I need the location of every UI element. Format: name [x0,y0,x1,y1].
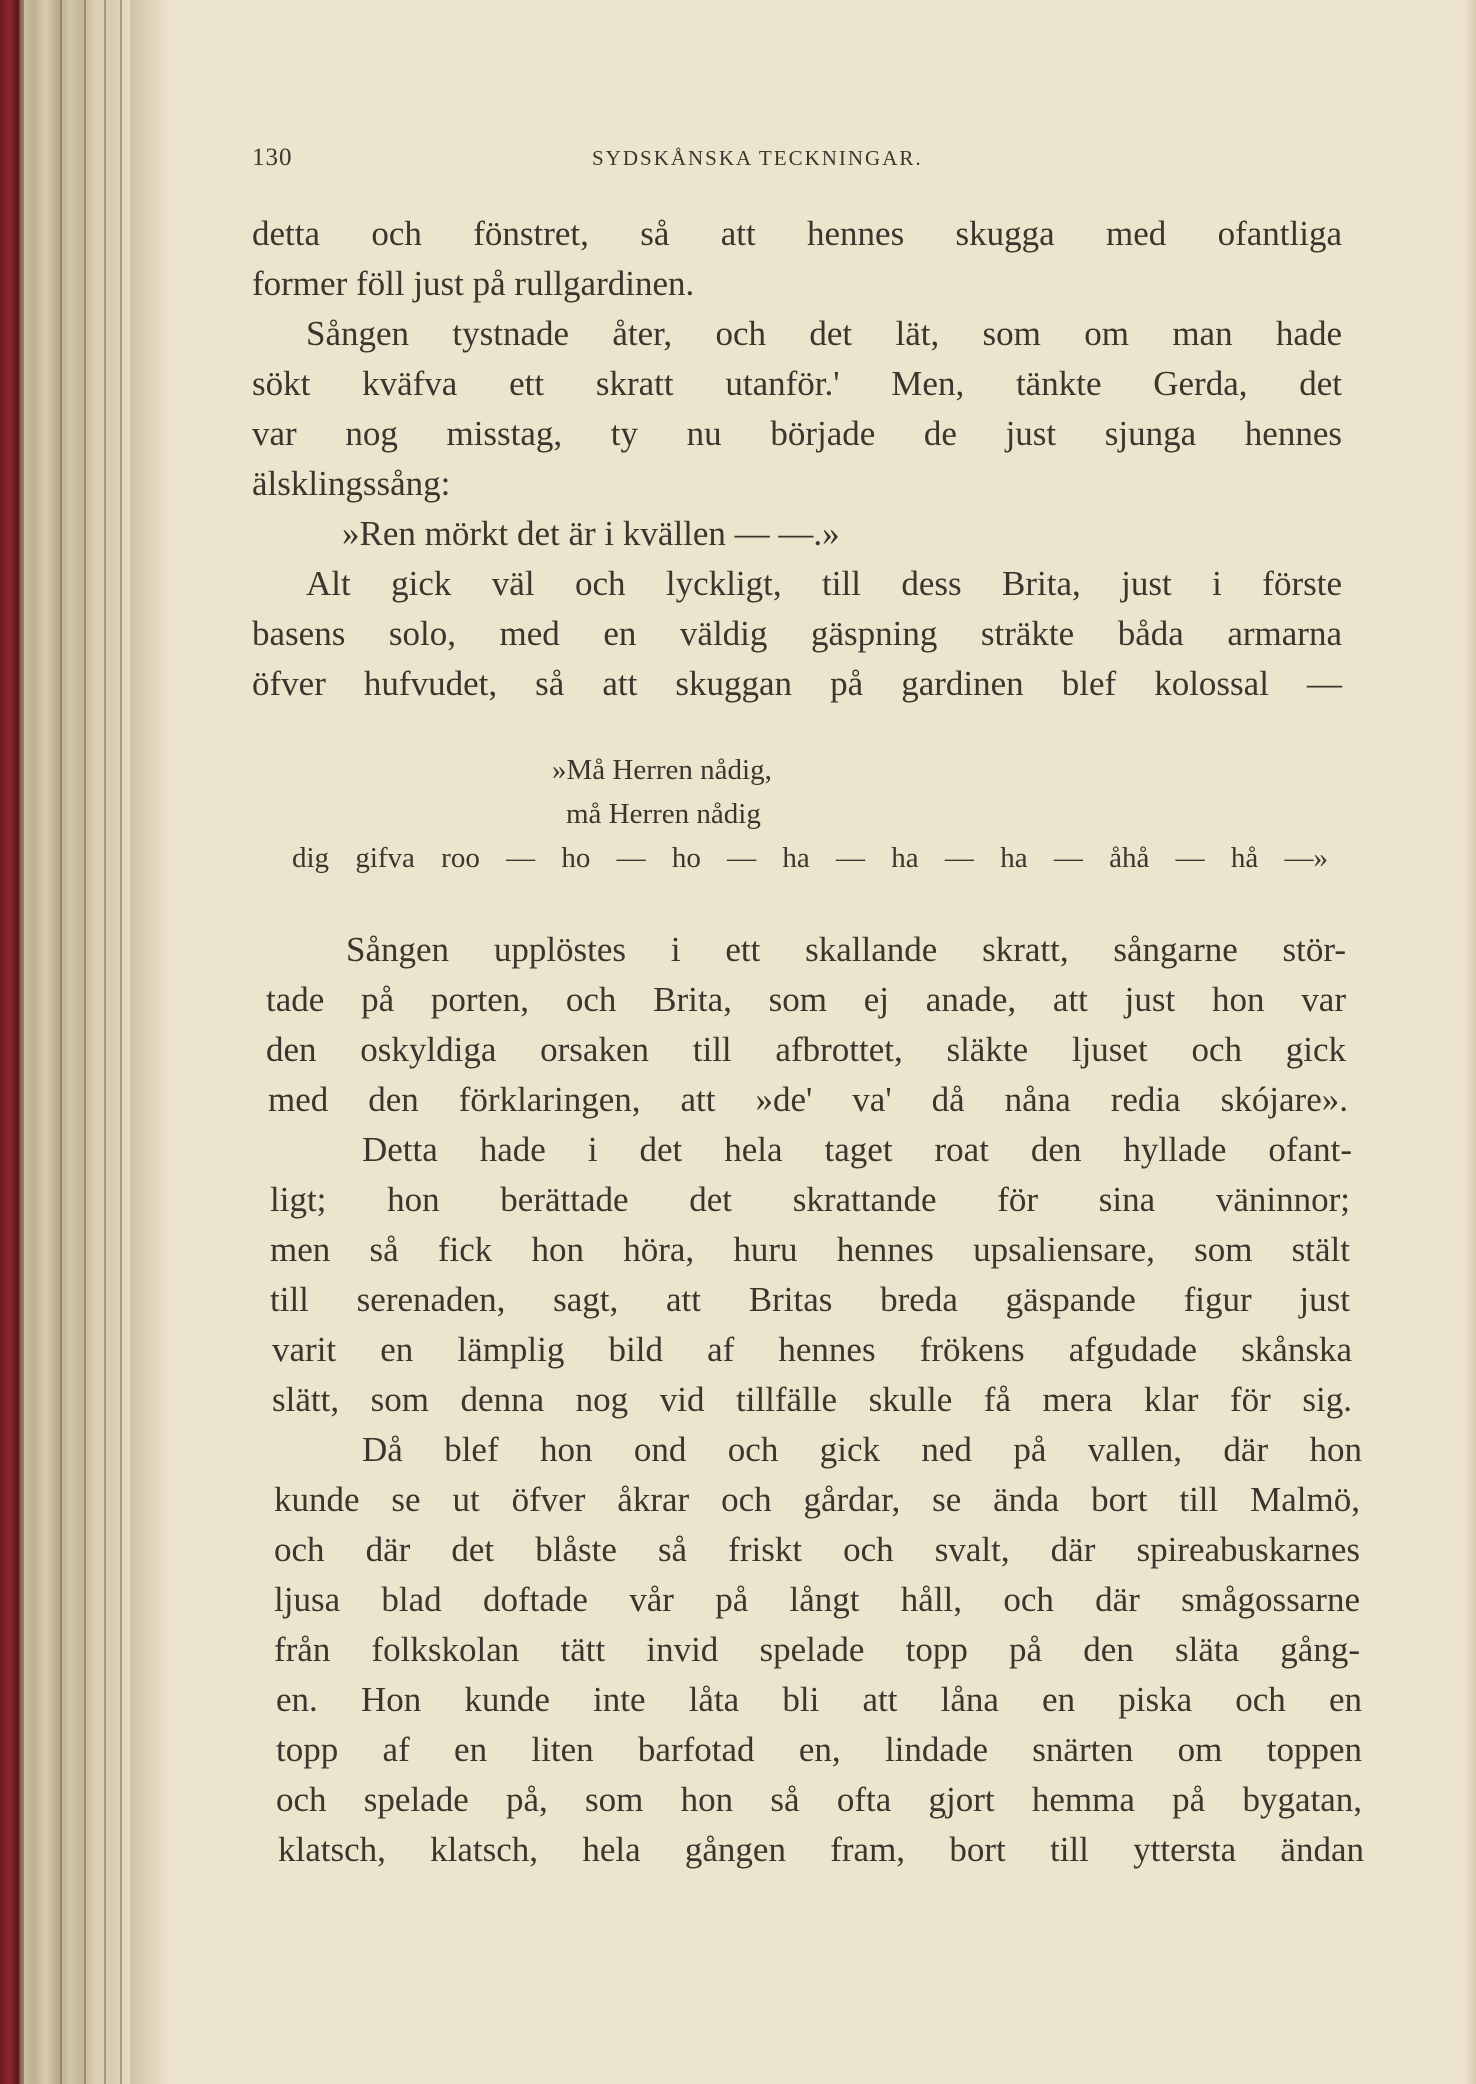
text-line: topp af en liten barfotad en, lindade snärten om toppen [276,1730,1362,1769]
page-header [252,144,1362,184]
text-line: Detta hade i det hela taget roat den hyllade ofant- [362,1130,1352,1169]
text-line: med den förklaringen, att »de' va' då nåna redia skójare». [268,1080,1348,1119]
text-line: ligt; hon berättade det skrattande för sina väninnor; [270,1180,1350,1219]
text-line: Alt gick väl och lyckligt, till dess Brita, just i förste [306,564,1342,603]
text-line: Sången tystnade åter, och det lät, som om man hade [306,314,1342,353]
text-line: former föll just på rullgardinen. [252,264,695,303]
text-line: älsklingssång: [252,464,451,503]
spine-edge-line [84,0,86,2084]
text-line: kunde se ut öfver åkrar och gårdar, se ända bort till Malmö, [274,1480,1360,1519]
song-title-line: »Ren mörkt det är i kvällen — —.» [342,514,840,553]
text-line: Sången upplöstes i ett skallande skratt, sångarne stör- [346,930,1346,969]
book-spine [0,0,130,2084]
text-line: slätt, som denna nog vid tillfälle skulle få mera klar för sig. [272,1380,1352,1419]
text-line: detta och fönstret, så att hennes skugga med ofantliga [252,214,1342,253]
text-line: varit en lämplig bild af hennes frökens afgudade skånska [272,1330,1352,1369]
text-line: basens solo, med en väldig gäspning sträkte båda armarna [252,614,1342,653]
spine-edge-line [104,0,106,2084]
text-line: och där det blåste så friskt och svalt, där spireabuskarnes [274,1530,1360,1569]
text-line: ljusa blad doftade vår på långt håll, och där smågossarne [274,1580,1360,1619]
verse-line: må Herren nådig [566,798,761,830]
spine-edge-line [60,0,62,2084]
text-line: men så fick hon höra, huru hennes upsaliensare, som stält [270,1230,1350,1269]
text-line: den oskyldiga orsaken till afbrottet, släkte ljuset och gick [266,1030,1346,1069]
spine-edge-line [22,0,24,2084]
text-line: till serenaden, sagt, att Britas breda gäspande figur just [270,1280,1350,1319]
text-line: öfver hufvudet, så att skuggan på gardinen blef kolossal — [252,664,1342,703]
page-edge [1464,0,1476,2084]
text-line: Då blef hon ond och gick ned på vallen, där hon [362,1430,1362,1469]
text-line: sökt kväfva ett skratt utanför.' Men, tänkte Gerda, det [252,364,1342,403]
text-line: var nog misstag, ty nu började de just sjunga hennes [252,414,1342,453]
spine-edge-line [120,0,122,2084]
running-title: SYDSKÅNSKA TECKNINGAR. [592,146,923,170]
verse-line: »Må Herren nådig, [552,754,772,786]
page-number: 130 [252,144,293,171]
text-line: från folkskolan tätt invid spelade topp på den släta gång- [274,1630,1360,1669]
text-line: tade på porten, och Brita, som ej anade, att just hon var [266,980,1346,1019]
text-line: klatsch, klatsch, hela gången fram, bort till yttersta ändan [278,1830,1364,1869]
verse-line: dig gifva roo — ho — ho — ha — ha — ha — åhå — hå —» [292,842,1328,874]
text-line: och spelade på, som hon så ofta gjort hemma på bygatan, [276,1780,1362,1819]
text-line: en. Hon kunde inte låta bli att låna en piska och en [276,1680,1362,1719]
gutter-shadow [130,0,170,2084]
